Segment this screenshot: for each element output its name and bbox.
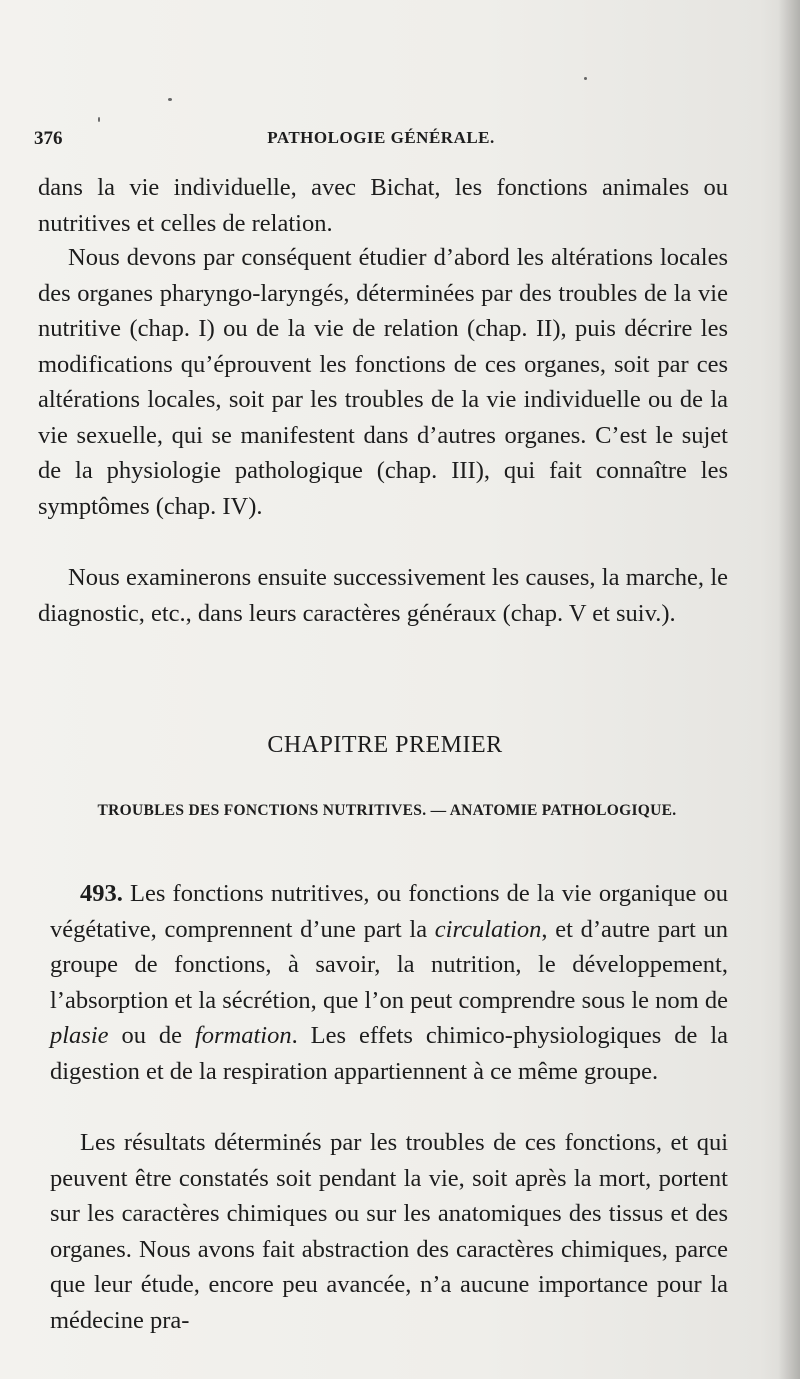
emphasis-term: circulation bbox=[434, 915, 542, 943]
paragraph: Nous devons par conséquent étudier d’abord les altérations locales des organes pharyngo-laryngés, déterminées par des troubles de la vie nutritive (chap. I) ou de la vie de relation (chap. II), puis décrire les modifications qu’éprouvent les fonctions de ces organes, soit par ces altérations locales, soit par les troubles de la vie individuelle ou de la vie sexuelle, qui se manifestent dans d’autres organes. C’est le sujet de la physiologie pathologique (chap. III), qui fait connaître les symptômes (chap. IV). bbox=[38, 244, 728, 520]
print-speck bbox=[168, 98, 172, 101]
running-head: PATHOLOGIE GÉNÉRALE. bbox=[267, 128, 495, 147]
page-edge-shadow bbox=[778, 0, 800, 1379]
print-speck bbox=[98, 117, 100, 122]
numbered-paragraph bbox=[50, 876, 728, 1089]
paragraph-text: , et d’autre part un groupe de fonctions, à savoir, la nutrition, le développement, l’absorption et la sécrétion, que l’on peut comprendre sous le nom de bbox=[50, 915, 728, 1014]
paragraph: dans la vie individuelle, avec Bichat, les fonctions animales ou nutritives et celles de relation. bbox=[38, 174, 728, 237]
emphasis-term: plasie bbox=[50, 1022, 109, 1049]
print-speck bbox=[584, 77, 587, 80]
section-number: 493. bbox=[80, 880, 123, 907]
paragraph: Nous examinerons ensuite successivement les causes, la marche, le diagnostic, etc., dans leurs caractères généraux (chap. V et suiv.). bbox=[38, 564, 728, 627]
paragraph-text: Les fonctions nutritives, ou fonctions de la vie organique ou végétative, comprennent d’une part la bbox=[50, 880, 728, 943]
paragraph: Les résultats déterminés par les troubles de ces fonctions, et qui peuvent être constatés soit pendant la vie, soit après la mort, portent sur les caractères chimiques ou sur les anatomiques des tissus et des organes. Nous avons fait abstraction des caractères chimiques, parce que leur étude, encore peu avancée, n’a aucune importance pour la médecine pra- bbox=[50, 1129, 728, 1334]
page-header bbox=[34, 128, 728, 158]
page-number: 376 bbox=[34, 128, 63, 149]
chapter-subtitle: TROUBLES DES FONCTIONS NUTRITIVES. — ANATOMIE PATHOLOGIQUE. bbox=[97, 802, 677, 819]
paragraph-text: ou de bbox=[108, 1022, 195, 1049]
paragraph-text: . Les effets chimico-physiologiques de la digestion et de la respiration appartiennent à ce même groupe. bbox=[50, 1022, 729, 1085]
emphasis-term: formation bbox=[194, 1022, 292, 1049]
chapter-title: CHAPITRE PREMIER bbox=[267, 732, 503, 758]
